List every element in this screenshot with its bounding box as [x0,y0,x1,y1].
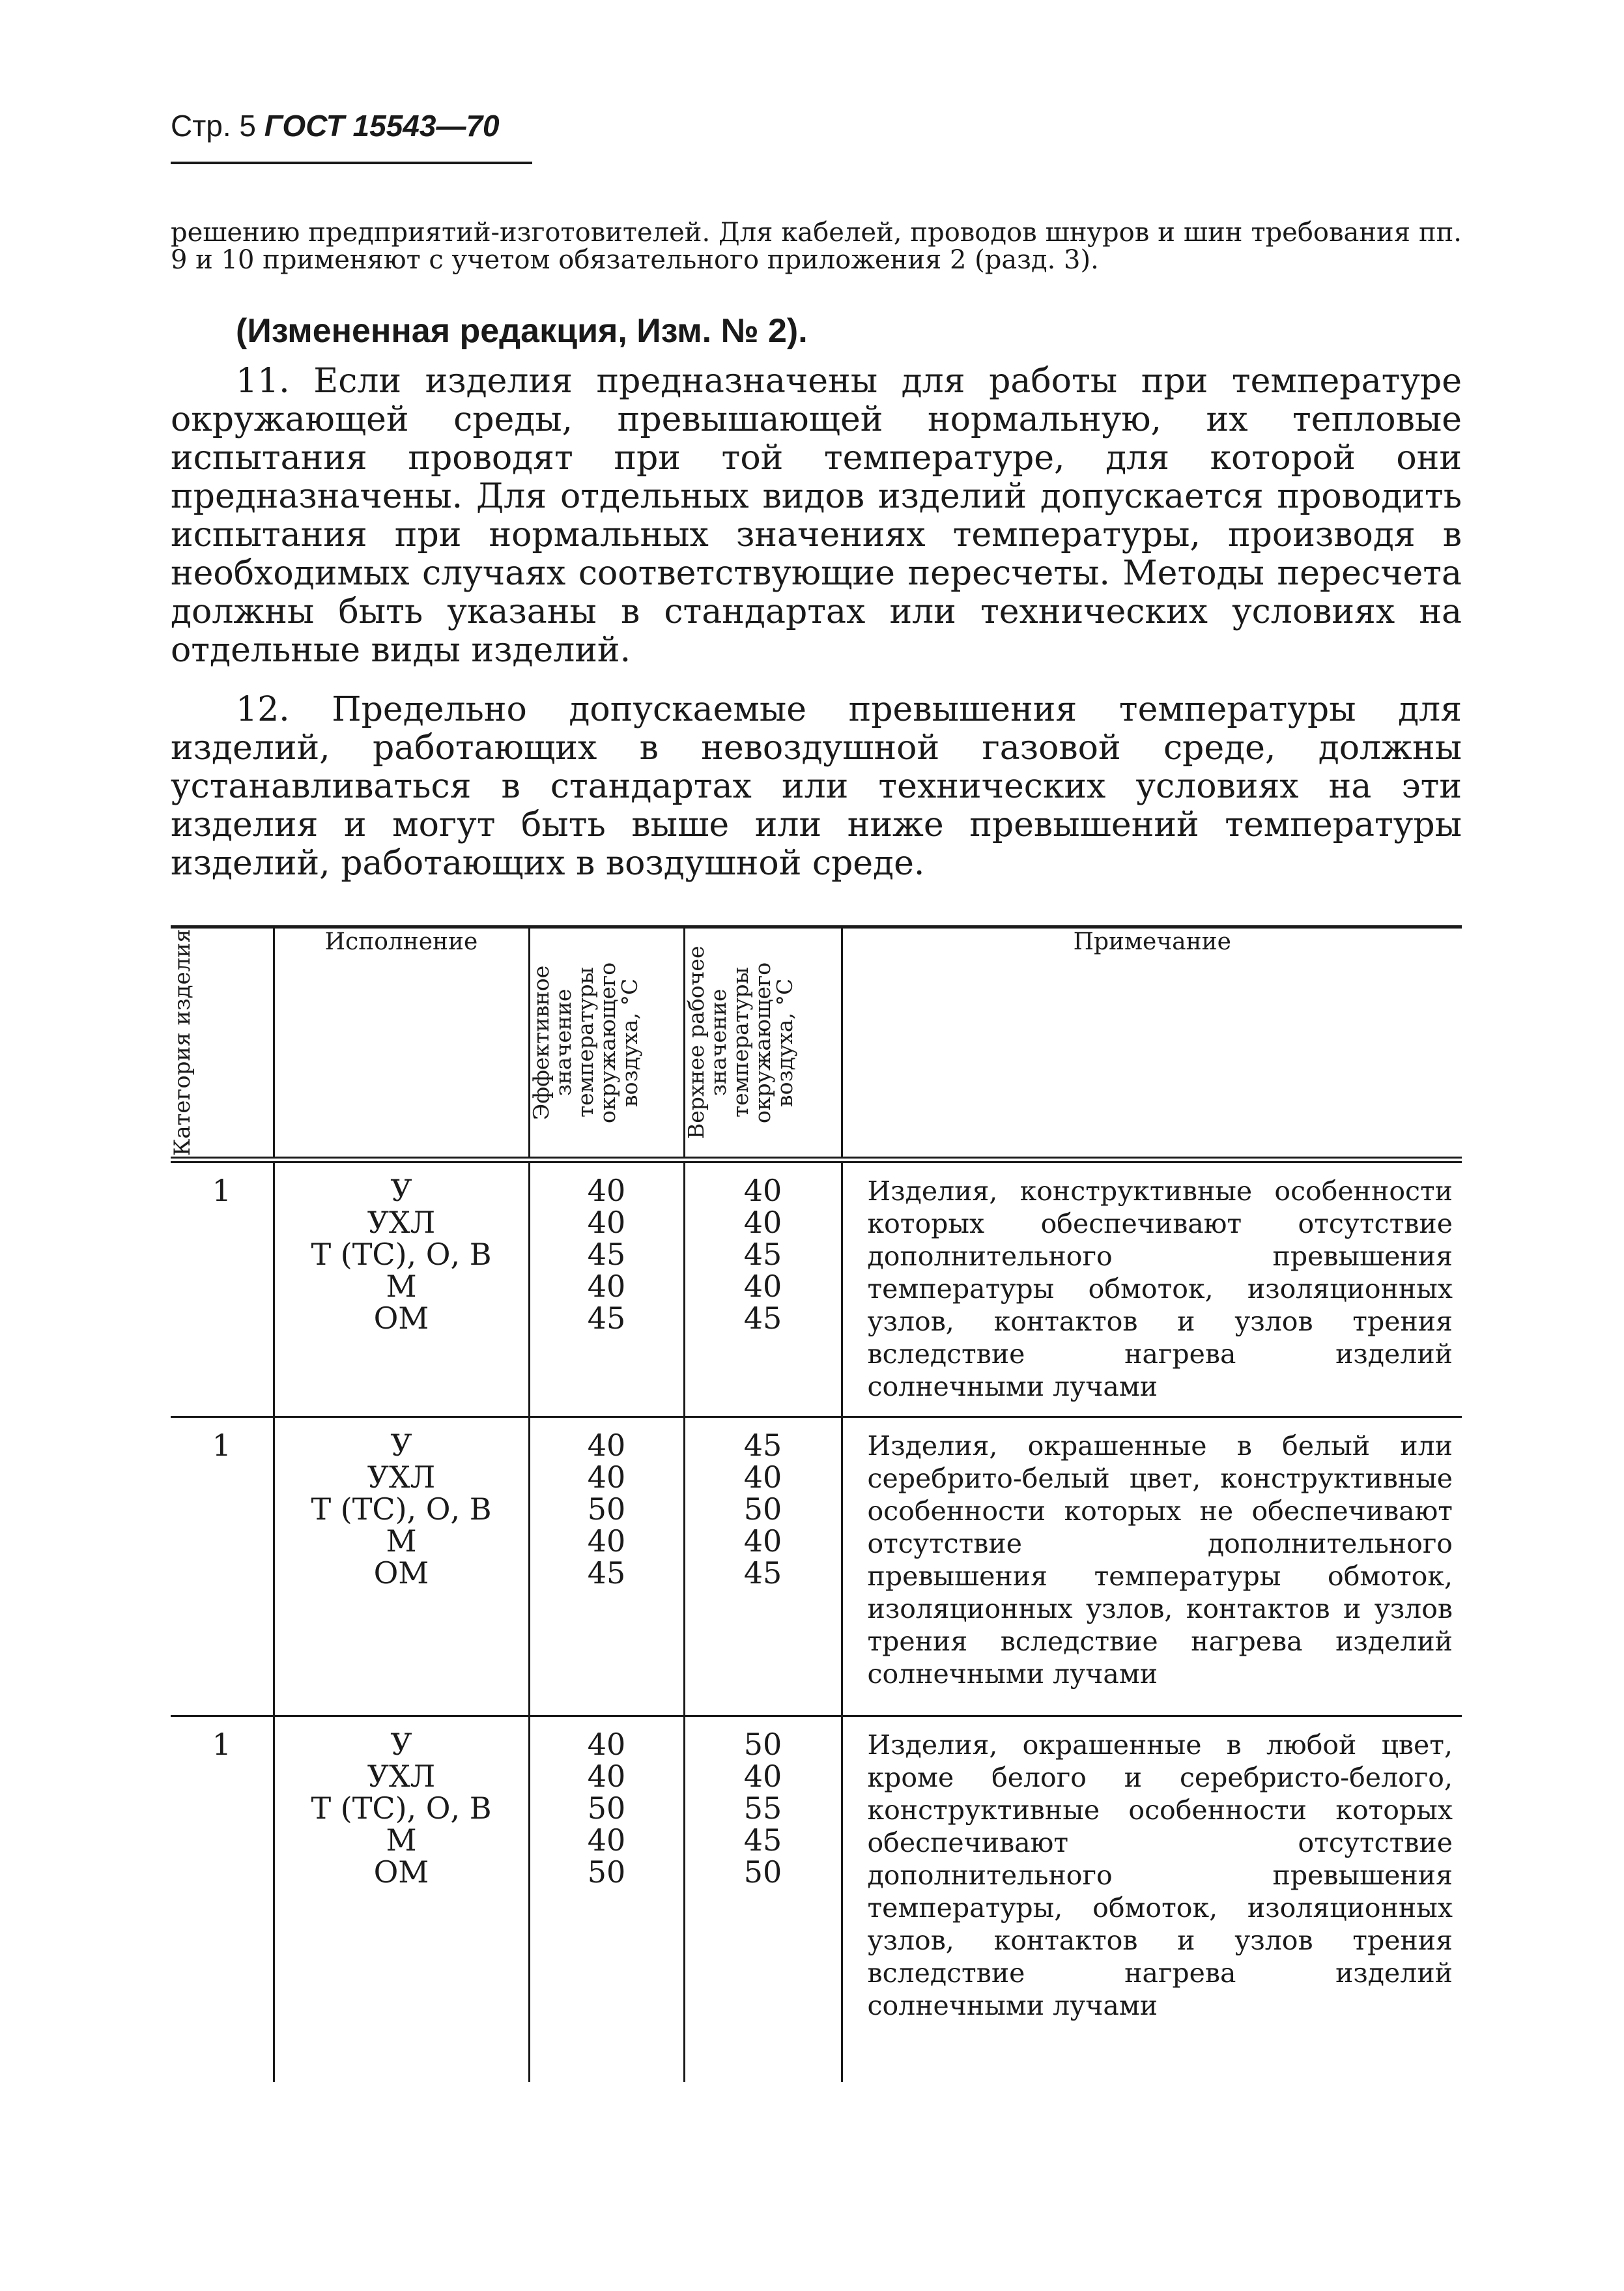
paragraph-11 [171,362,1462,670]
row-note: Изделия, окрашенные в белый или серебрито-белый цвет, конструктивные особенности которых не обеспечивают отсутствие дополнительного превышения температуры обмоток, изоляционных узлов, контактов и узлов трения вследствие нагрева изделий солнечными лучами [842,1418,1462,1715]
header-effective-temp: Эффективное значение температуры окружающего воздуха, °C [529,929,684,1157]
paragraph-12-text: 12. Предельно допускаемые превышения температуры для изделий, работающих в невоздушной газовой среде, должны устанавливаться в стандартах или технических условиях на эти изделия и могут быть выше или ниже превышений температуры изделий, работающих в воздушной среде. [171,690,1462,883]
paragraph-12 [171,691,1462,883]
row-effective-temps: 40 40 50 40 45 [529,1418,684,1715]
row-note: Изделия, окрашенные в любой цвет, кроме белого и серебристо-белого, конструктивные особенности которых обеспечивают отсутствие дополнительного превышения температуры, обмоток, изоляционных узлов, контактов и узлов трения вследствие нагрева изделий солнечными лучами [842,1717,1462,2082]
header-execution: Исполнение [274,929,529,1157]
row-upper-temps: 50 40 55 45 50 [684,1717,842,2082]
row-upper-temps: 40 40 45 40 45 [684,1163,842,1416]
row-executions: У УХЛ Т (ТС), О, В М ОМ [274,1418,529,1715]
standard-number: ГОСТ 15543—70 [264,109,500,143]
header-rule [171,162,532,164]
amendment-note: (Измененная редакция, Изм. № 2). [236,312,808,350]
table-row [171,1717,1462,2082]
row-note: Изделия, конструктивные особенности которых обеспечивают отсутствие дополнительного превышения температуры обмоток, изоляционных узлов, контактов и узлов трения вследствие нагрева изделий солнечными лучами [842,1163,1462,1416]
row-category: 1 [212,1173,231,1208]
table-row [171,1418,1462,1715]
row-category: 1 [212,1727,231,1762]
page-header [171,111,500,141]
header-upper-temp: Верхнее рабочее значение температуры окружающего воздуха, °C [684,929,842,1157]
row-effective-temps: 40 40 45 40 45 [529,1163,684,1416]
row-upper-temps: 45 40 50 40 45 [684,1418,842,1715]
row-category: 1 [212,1428,231,1463]
header-double-rule [171,1157,1462,1163]
page-number: Стр. 5 [171,109,257,143]
header-category: Категория изделия [169,929,195,1157]
continuation-paragraph [171,219,1462,274]
row-executions: У УХЛ Т (ТС), О, В М ОМ [274,1163,529,1416]
table-header-row [171,929,1462,1157]
row-effective-temps: 40 40 50 40 50 [529,1717,684,2082]
table-body [171,1163,1462,1416]
row-executions: У УХЛ Т (ТС), О, В М ОМ [274,1717,529,2082]
table-row [171,1163,1462,1416]
paragraph-11-text: 11. Если изделия предназначены для работы при температуре окружающей среды, превышающей нормальную, их тепловые испытания проводят при той температуре, для которой они предназначены. Для отдельных видов изделий допускается проводить испытания при нормальных значениях температуры, производя в необходимых случаях соответствующие пересчеты. Методы пересчета должны быть указаны в стандартах или технических условиях на отдельные виды изделий. [171,362,1462,670]
continuation-text: решению предприятий-изготовителей. Для кабелей, проводов шнуров и шин требования пп. 9 и 10 применяют с учетом обязательного приложения 2 (разд. 3). [171,218,1462,275]
temperature-table [171,925,1462,2082]
header-note: Примечание [842,929,1462,1157]
